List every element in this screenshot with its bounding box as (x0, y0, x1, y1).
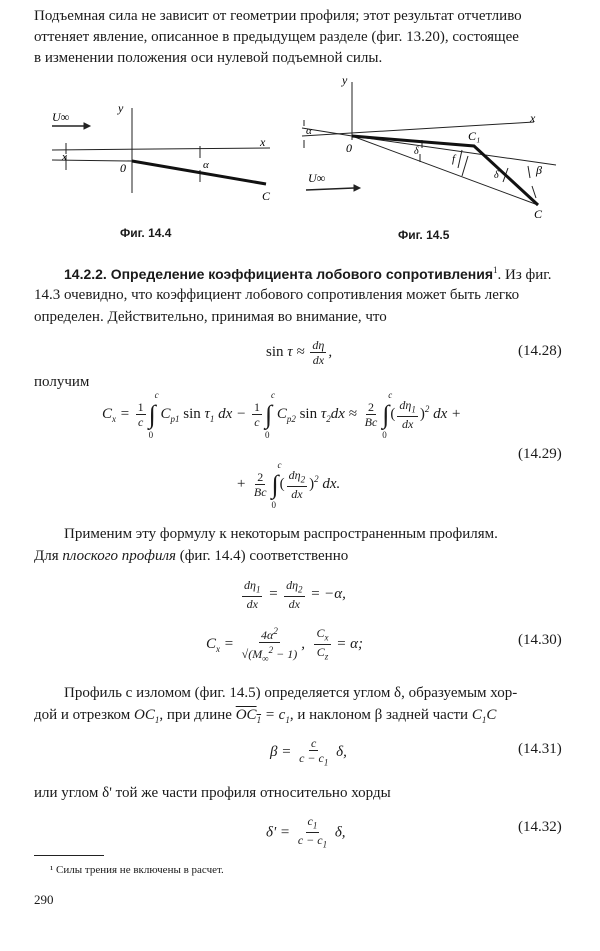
fig-14-5-caption: Фиг. 14.5 (398, 228, 450, 242)
intro-line-2: оттеняет явление, описанное в предыдущем разделе (фиг. 13.20), состоящее (34, 29, 519, 45)
origin-label: 0 (120, 161, 126, 175)
or-angle-text: или углом δ' той же части профиля относительно хорды (34, 785, 391, 801)
apply-line-1: Применим эту формулу к некоторым распространенным профилям. (64, 526, 498, 542)
break-line-2c: , и наклоном β задней части (289, 707, 472, 723)
break-line-2a: дой и отрезком (34, 707, 134, 723)
eq-number-14-32: (14.32) (518, 819, 562, 835)
alpha-label: α (203, 159, 209, 171)
figure-14-4 (40, 88, 290, 213)
eq-number-14-29: (14.29) (518, 446, 562, 462)
eq-number-14-31: (14.31) (518, 741, 562, 757)
equation-14-29-line-2: + $\frac{2}{Bc}$ ∫ c 0 ( $\frac{d\eta_2}{dx}$ )$^2$ dx. (236, 459, 341, 510)
f-label: f (452, 153, 456, 165)
page-number: 290 (34, 892, 54, 907)
intro-line-3: в изменении положения оси нулевой подъемной силы. (34, 50, 383, 66)
x-label: x (260, 135, 266, 149)
equation-14-32: δ' = $\frac{c_1}{c - c_1}$ δ, (266, 814, 346, 850)
equation-14-29-line-1: $C_x$ = $\frac{1}{c}$ ∫ c 0 $C_{p1}$ $\sin \tau_1$ dx − $\frac{1}{c}$ ∫ c 0 $C_{p2}$ $\sin \tau_2dx$ ≈ $\frac{2}{Bc}$ ∫ c 0 ( $\frac{d\eta_1}{dx}$ )$^2$ dx + (102, 389, 462, 440)
break-line-2b: , при длине (159, 707, 236, 723)
x-small-label: x (62, 151, 67, 163)
equation-14-30-line-1: $\frac{d\eta_1}{dx}$ = $\frac{d\eta_2}{dx}$ = −α, (244, 578, 346, 612)
section-line-1 (64, 265, 551, 284)
section-line-2: 14.3 очевидно, что коэффициент лобового сопротивления может быть легко (34, 287, 520, 303)
figure-14-5 (298, 70, 568, 220)
y-label-2: y (342, 73, 348, 87)
apply-line-2a: Для (34, 548, 63, 564)
equation-14-28: sin τ ≈ $\frac{d\eta}{dx}$ , (266, 338, 333, 367)
section-heading: 14.2.2. Определение коэффициента лобового сопротивления (64, 266, 493, 282)
equation-14-30-line-2: $C_x$ = $\frac{4\alpha^2}{√(M_\infty^2 - 1)}$ , $\frac{C_x}{C_z}$ = α; (206, 625, 363, 664)
chord-line (352, 136, 538, 205)
fig-14-4-caption: Фиг. 14.4 (120, 226, 172, 240)
section-line-1-rest: . Из фиг. (497, 267, 552, 283)
apply-line-2 (34, 548, 348, 565)
poluchim-text: получим (34, 374, 90, 390)
y-label: y (118, 101, 124, 115)
delta-prime-label: δ (494, 170, 499, 181)
beta-label: β (536, 163, 542, 177)
flat-profile-term: плоского профиля (62, 548, 176, 564)
break-line-1: Профиль с изломом (фиг. 14.5) определяется углом δ, образуемым хор- (64, 685, 518, 701)
flat-profile (132, 161, 266, 184)
x-label-2: x (530, 111, 536, 125)
c-label: C (262, 189, 271, 203)
footnote-text: ¹ Силы трения не включены в расчет. (50, 864, 224, 876)
eq-number-14-28: (14.28) (518, 343, 562, 359)
alpha-label-2: α (306, 125, 312, 137)
apply-line-2c: (фиг. 14.4) соответственно (175, 548, 349, 564)
c-label-2: C (534, 207, 543, 220)
c1-label: C₁ (468, 129, 481, 143)
u-inf-label: U∞ (52, 110, 70, 124)
intro-line-1: Подъемная сила не зависит от геометрии профиля; этот результат отчетливо (34, 8, 522, 24)
equation-14-31: β = $\frac{c}{c - c_1}$ δ, (270, 736, 347, 768)
footnote-mark: 1 (493, 265, 498, 275)
delta-label: δ (414, 146, 419, 157)
break-line-2: дой и отрезком $OC_1$, при длине $OC_1 = c_1$, и наклоном β задней части $C_1C$ (34, 707, 497, 725)
footnote-rule (34, 855, 104, 856)
origin-label-2: 0 (346, 141, 352, 155)
x-axis (52, 148, 270, 150)
eq-number-14-30: (14.30) (518, 632, 562, 648)
u-inf-label-2: U∞ (308, 171, 326, 185)
section-line-3: определен. Действительно, принимая во внимание, что (34, 309, 387, 325)
